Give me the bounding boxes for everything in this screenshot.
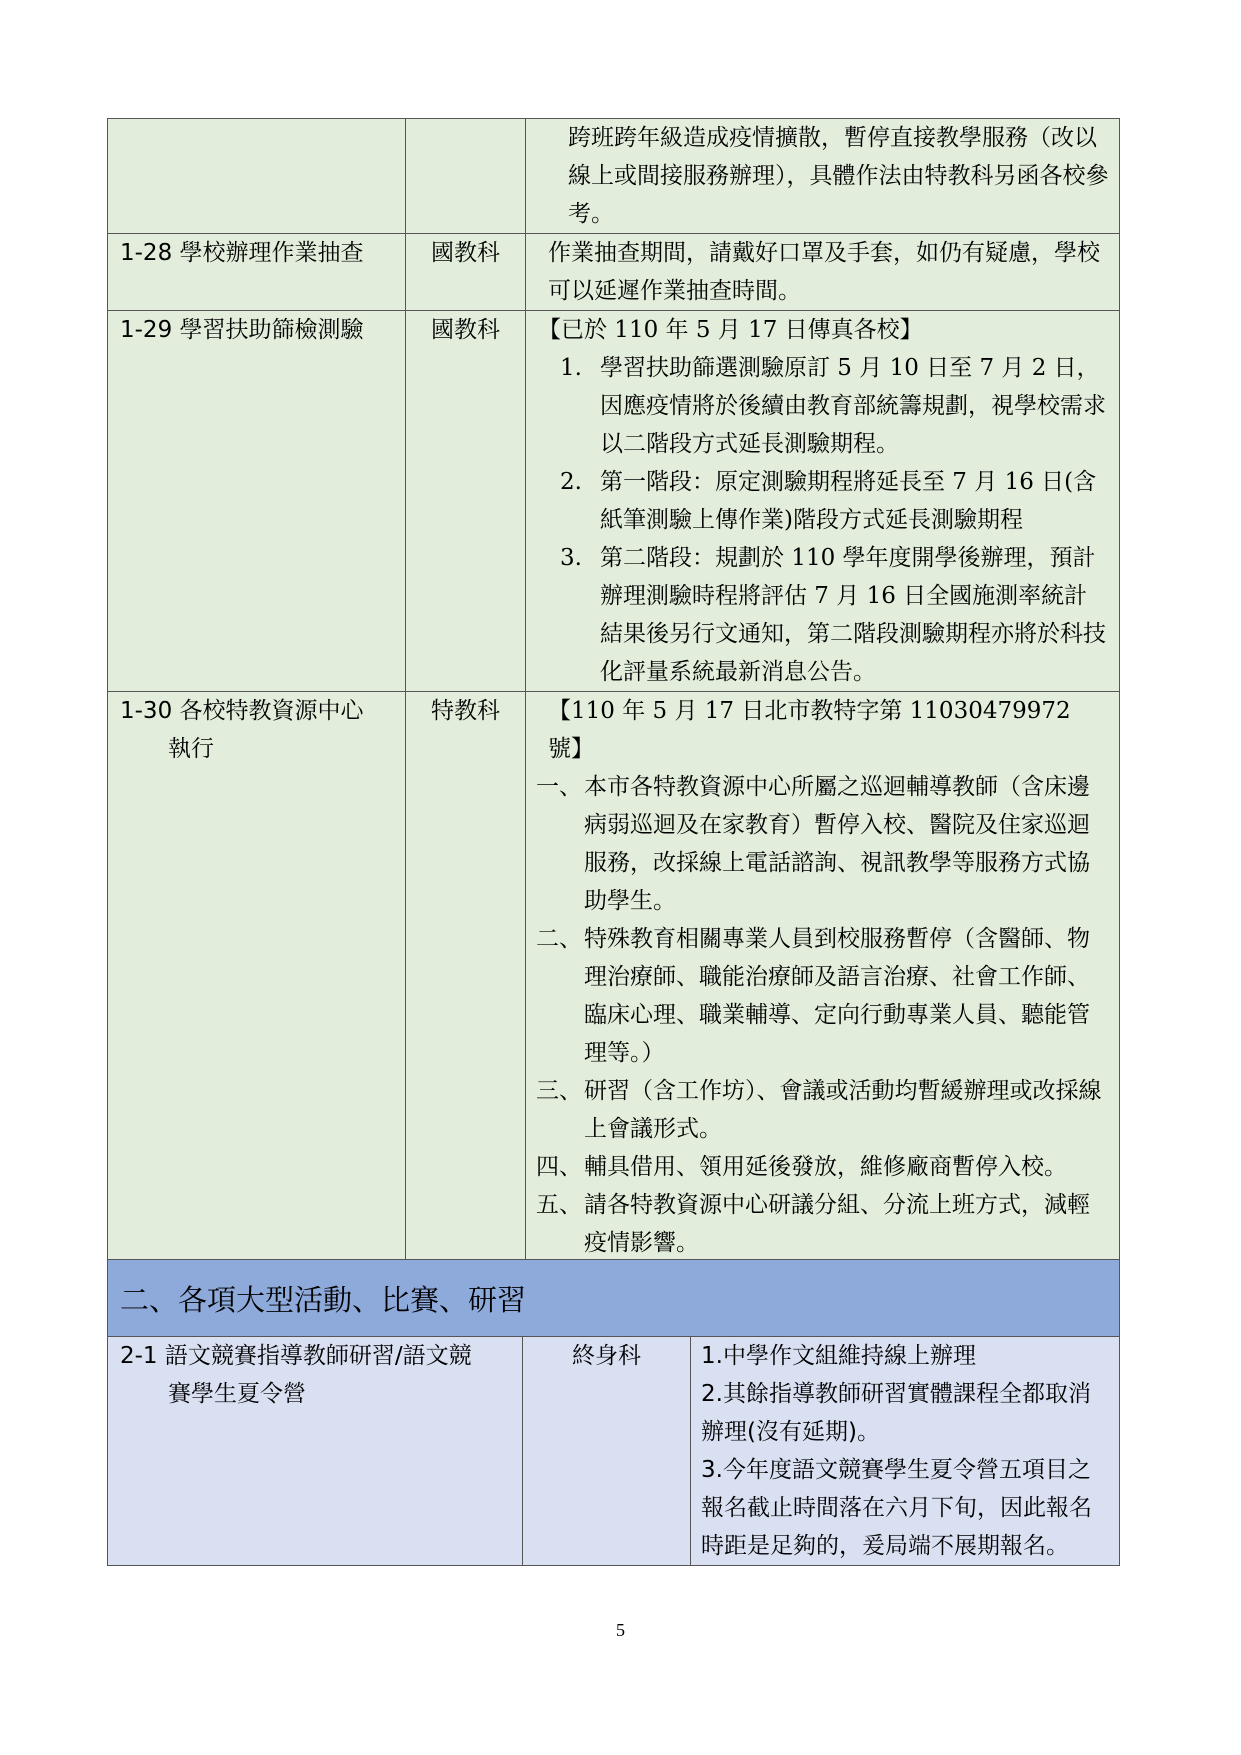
list-item — [538, 539, 1109, 691]
list-text: 請各特教資源中心研議分組、分流上班方式，減輕疫情影響。 — [584, 1192, 1090, 1256]
page-number: 5 — [616, 1620, 625, 1640]
section-title: 二、各項大型活動、比賽、研習 — [120, 1282, 527, 1317]
measures-table — [107, 118, 1120, 1265]
item-cell — [108, 311, 406, 692]
list-text: 輔具借用、領用延後發放，維修廠商暫停入校。 — [584, 1154, 1067, 1180]
content-cell — [526, 119, 1120, 234]
dept-cell — [406, 119, 526, 234]
item-title: 1-30 各校特教資源中心 — [120, 698, 364, 724]
item-cell — [108, 234, 406, 311]
list-text: 本市各特教資源中心所屬之巡迴輔導教師（含床邊病弱巡迴及在家教育）暫停入校、醫院及住家巡迴服務，改採線上電話諮詢、視訊教學等服務方式協助學生。 — [584, 774, 1090, 914]
list-text: 第二階段：規劃於 110 學年度開學後辦理，預計辦理測驗時程將評估 7 月 16 日全國施測率統計結果後另行文通知，第二階段測驗期程亦將於科技化評量系統最新消息公告。 — [600, 545, 1106, 685]
list-text: 第一階段：原定測驗期程將延長至 7 月 16 日(含紙筆測驗上傳作業)階段方式延長測驗期程 — [600, 469, 1097, 533]
content-cell — [526, 692, 1120, 1265]
content-cell — [526, 311, 1120, 692]
content-header: 【110 年 5 月 17 日北市教特字第 11030479972 號】 — [548, 698, 1071, 762]
dept-label: 國教科 — [431, 317, 500, 343]
list-number: 四、 — [536, 1154, 582, 1180]
list-item — [538, 463, 1109, 539]
item-cell — [108, 119, 406, 234]
list-item — [536, 1072, 1109, 1148]
list-number: 一、 — [536, 774, 582, 800]
item-cell — [108, 692, 406, 1265]
list-item: 1.中學作文組維持線上辦理 — [701, 1343, 976, 1369]
list-number: 3. — [560, 545, 582, 571]
dept-label: 終身科 — [572, 1343, 641, 1369]
list-number: 五、 — [536, 1192, 582, 1218]
activities-table — [107, 1259, 1120, 1566]
item-title-continued: 賽學生夏令營 — [168, 1381, 306, 1407]
dept-cell — [406, 311, 526, 692]
list-item: 3.今年度語文競賽學生夏令營五項目之報名截止時間落在六月下旬，因此報名時距是足夠的，爰局端不展期報名。 — [701, 1457, 1092, 1559]
item-title: 1-28 學校辦理作業抽查 — [120, 240, 364, 266]
table-row — [108, 1337, 1120, 1566]
dept-cell — [406, 234, 526, 311]
dept-label: 國教科 — [431, 240, 500, 266]
list-number: 1. — [560, 355, 582, 381]
list-item — [536, 1148, 1109, 1186]
list-item — [538, 349, 1109, 463]
content-header: 【已於 110 年 5 月 17 日傳真各校】 — [538, 317, 923, 343]
list-text: 特殊教育相關專業人員到校服務暫停（含醫師、物理治療師、職能治療師及語言治療、社會工作師、臨床心理、職業輔導、定向行動專業人員、聽能管理等。） — [584, 926, 1090, 1066]
item-cell — [108, 1337, 523, 1566]
dept-label: 特教科 — [431, 698, 500, 724]
content-text: 跨班跨年級造成疫情擴散，暫停直接教學服務（改以線上或間接服務辦理），具體作法由特教科另函各校參考。 — [568, 125, 1109, 227]
list-text: 學習扶助篩選測驗原訂 5 月 10 日至 7 月 2 日，因應疫情將於後續由教育部統籌規劃，視學校需求以二階段方式延長測驗期程。 — [600, 355, 1106, 457]
table-row — [108, 692, 1120, 1265]
dept-cell — [406, 692, 526, 1265]
list-number: 2. — [560, 469, 582, 495]
list-number: 三、 — [536, 1078, 582, 1104]
table-row — [108, 234, 1120, 311]
table-row — [108, 119, 1120, 234]
list-number: 二、 — [536, 926, 582, 952]
content-text: 作業抽查期間，請戴好口罩及手套，如仍有疑慮，學校可以延遲作業抽查時間。 — [548, 240, 1100, 304]
item-title: 2-1 語文競賽指導教師研習/語文競 — [120, 1343, 472, 1369]
content-cell — [526, 234, 1120, 311]
list-text: 研習（含工作坊）、會議或活動均暫緩辦理或改採線上會議形式。 — [584, 1078, 1102, 1142]
section-heading — [108, 1260, 1120, 1337]
list-item — [536, 768, 1109, 920]
table-row — [108, 311, 1120, 692]
list-item — [536, 1186, 1109, 1262]
list-item: 2.其餘指導教師研習實體課程全都取消辦理(沒有延期)。 — [701, 1381, 1091, 1445]
item-title: 1-29 學習扶助篩檢測驗 — [120, 317, 364, 343]
list-item — [536, 920, 1109, 1072]
content-cell — [691, 1337, 1120, 1566]
item-title-continued: 執行 — [168, 736, 214, 762]
dept-cell — [523, 1337, 691, 1566]
